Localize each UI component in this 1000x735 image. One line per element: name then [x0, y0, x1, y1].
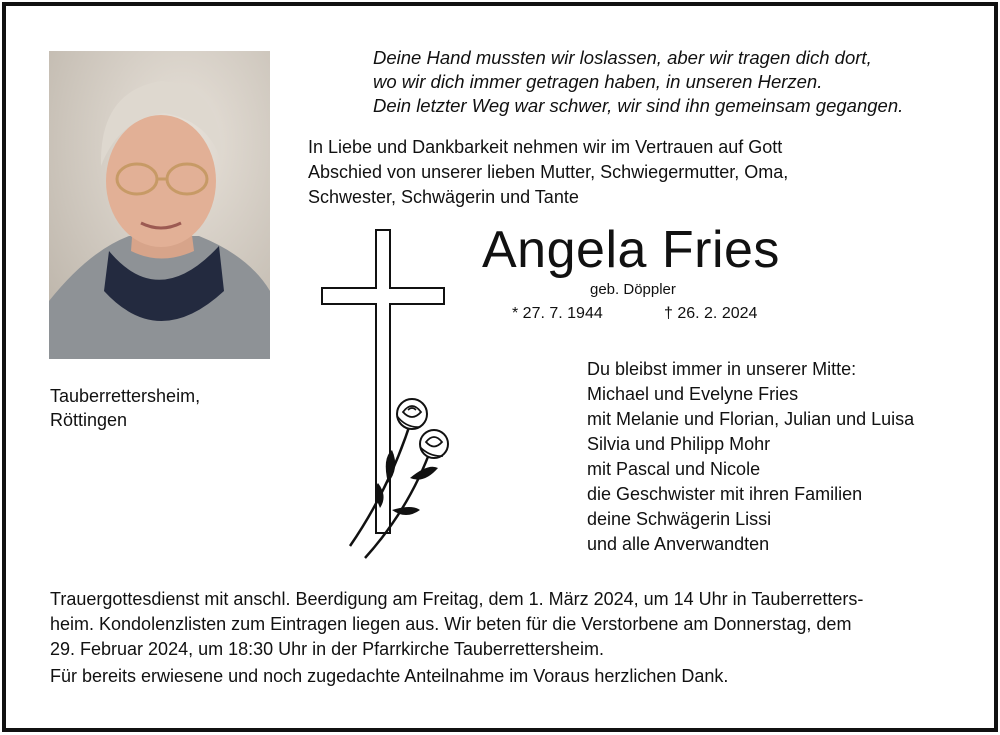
thanks-text: Für bereits erwiesene und noch zugedachte Anteilnahme im Voraus herzlichen Dank. — [50, 666, 729, 686]
place-of-residence — [50, 384, 200, 432]
poem-line: wo wir dich immer getragen haben, in unseren Herzen. — [373, 71, 823, 92]
family-line: mit Pascal und Nicole — [587, 459, 761, 479]
intro-line: Schwester, Schwägerin und Tante — [308, 187, 579, 207]
service-line: heim. Kondolenzlisten zum Eintragen liegen aus. Wir beten für die Verstorbene am Donnerstag, dem — [50, 614, 852, 634]
service-line: 29. Februar 2024, um 18:30 Uhr in der Pfarrkirche Tauberrettersheim. — [50, 639, 604, 659]
family-line: deine Schwägerin Lissi — [587, 509, 772, 529]
poem — [373, 46, 903, 118]
intro-text — [308, 135, 788, 210]
intro-line: Abschied von unserer lieben Mutter, Schwiegermutter, Oma, — [308, 162, 789, 182]
intro-line: In Liebe und Dankbarkeit nehmen wir im Vertrauen auf Gott — [308, 137, 783, 157]
poem-line: Dein letzter Weg war schwer, wir sind ihn gemeinsam gegangen. — [373, 95, 904, 116]
family-line: Du bleibst immer in unserer Mitte: — [587, 359, 857, 379]
service-details — [50, 587, 950, 662]
family-line: und alle Anverwandten — [587, 534, 770, 554]
deceased-name: Angela Fries — [482, 221, 780, 279]
birth-name: geb. Döppler — [590, 281, 676, 298]
family-list — [587, 357, 914, 557]
death-date: † 26. 2. 2024 — [664, 305, 758, 322]
family-line: Silvia und Philipp Mohr — [587, 434, 771, 454]
birth-date: * 27. 7. 1944 — [512, 305, 603, 322]
poem-line: Deine Hand mussten wir loslassen, aber wir tragen dich dort, — [373, 47, 872, 68]
family-line: Michael und Evelyne Fries — [587, 384, 799, 404]
portrait-photo — [49, 51, 270, 359]
family-line: mit Melanie und Florian, Julian und Luisa — [587, 409, 915, 429]
place-line: Röttingen — [50, 410, 128, 430]
service-line: Trauergottesdienst mit anschl. Beerdigung am Freitag, dem 1. März 2024, um 14 Uhr in Tauberretters- — [50, 589, 864, 609]
family-line: die Geschwister mit ihren Familien — [587, 484, 863, 504]
cross-with-roses-icon — [320, 228, 460, 573]
place-line: Tauberrettersheim, — [50, 386, 201, 406]
